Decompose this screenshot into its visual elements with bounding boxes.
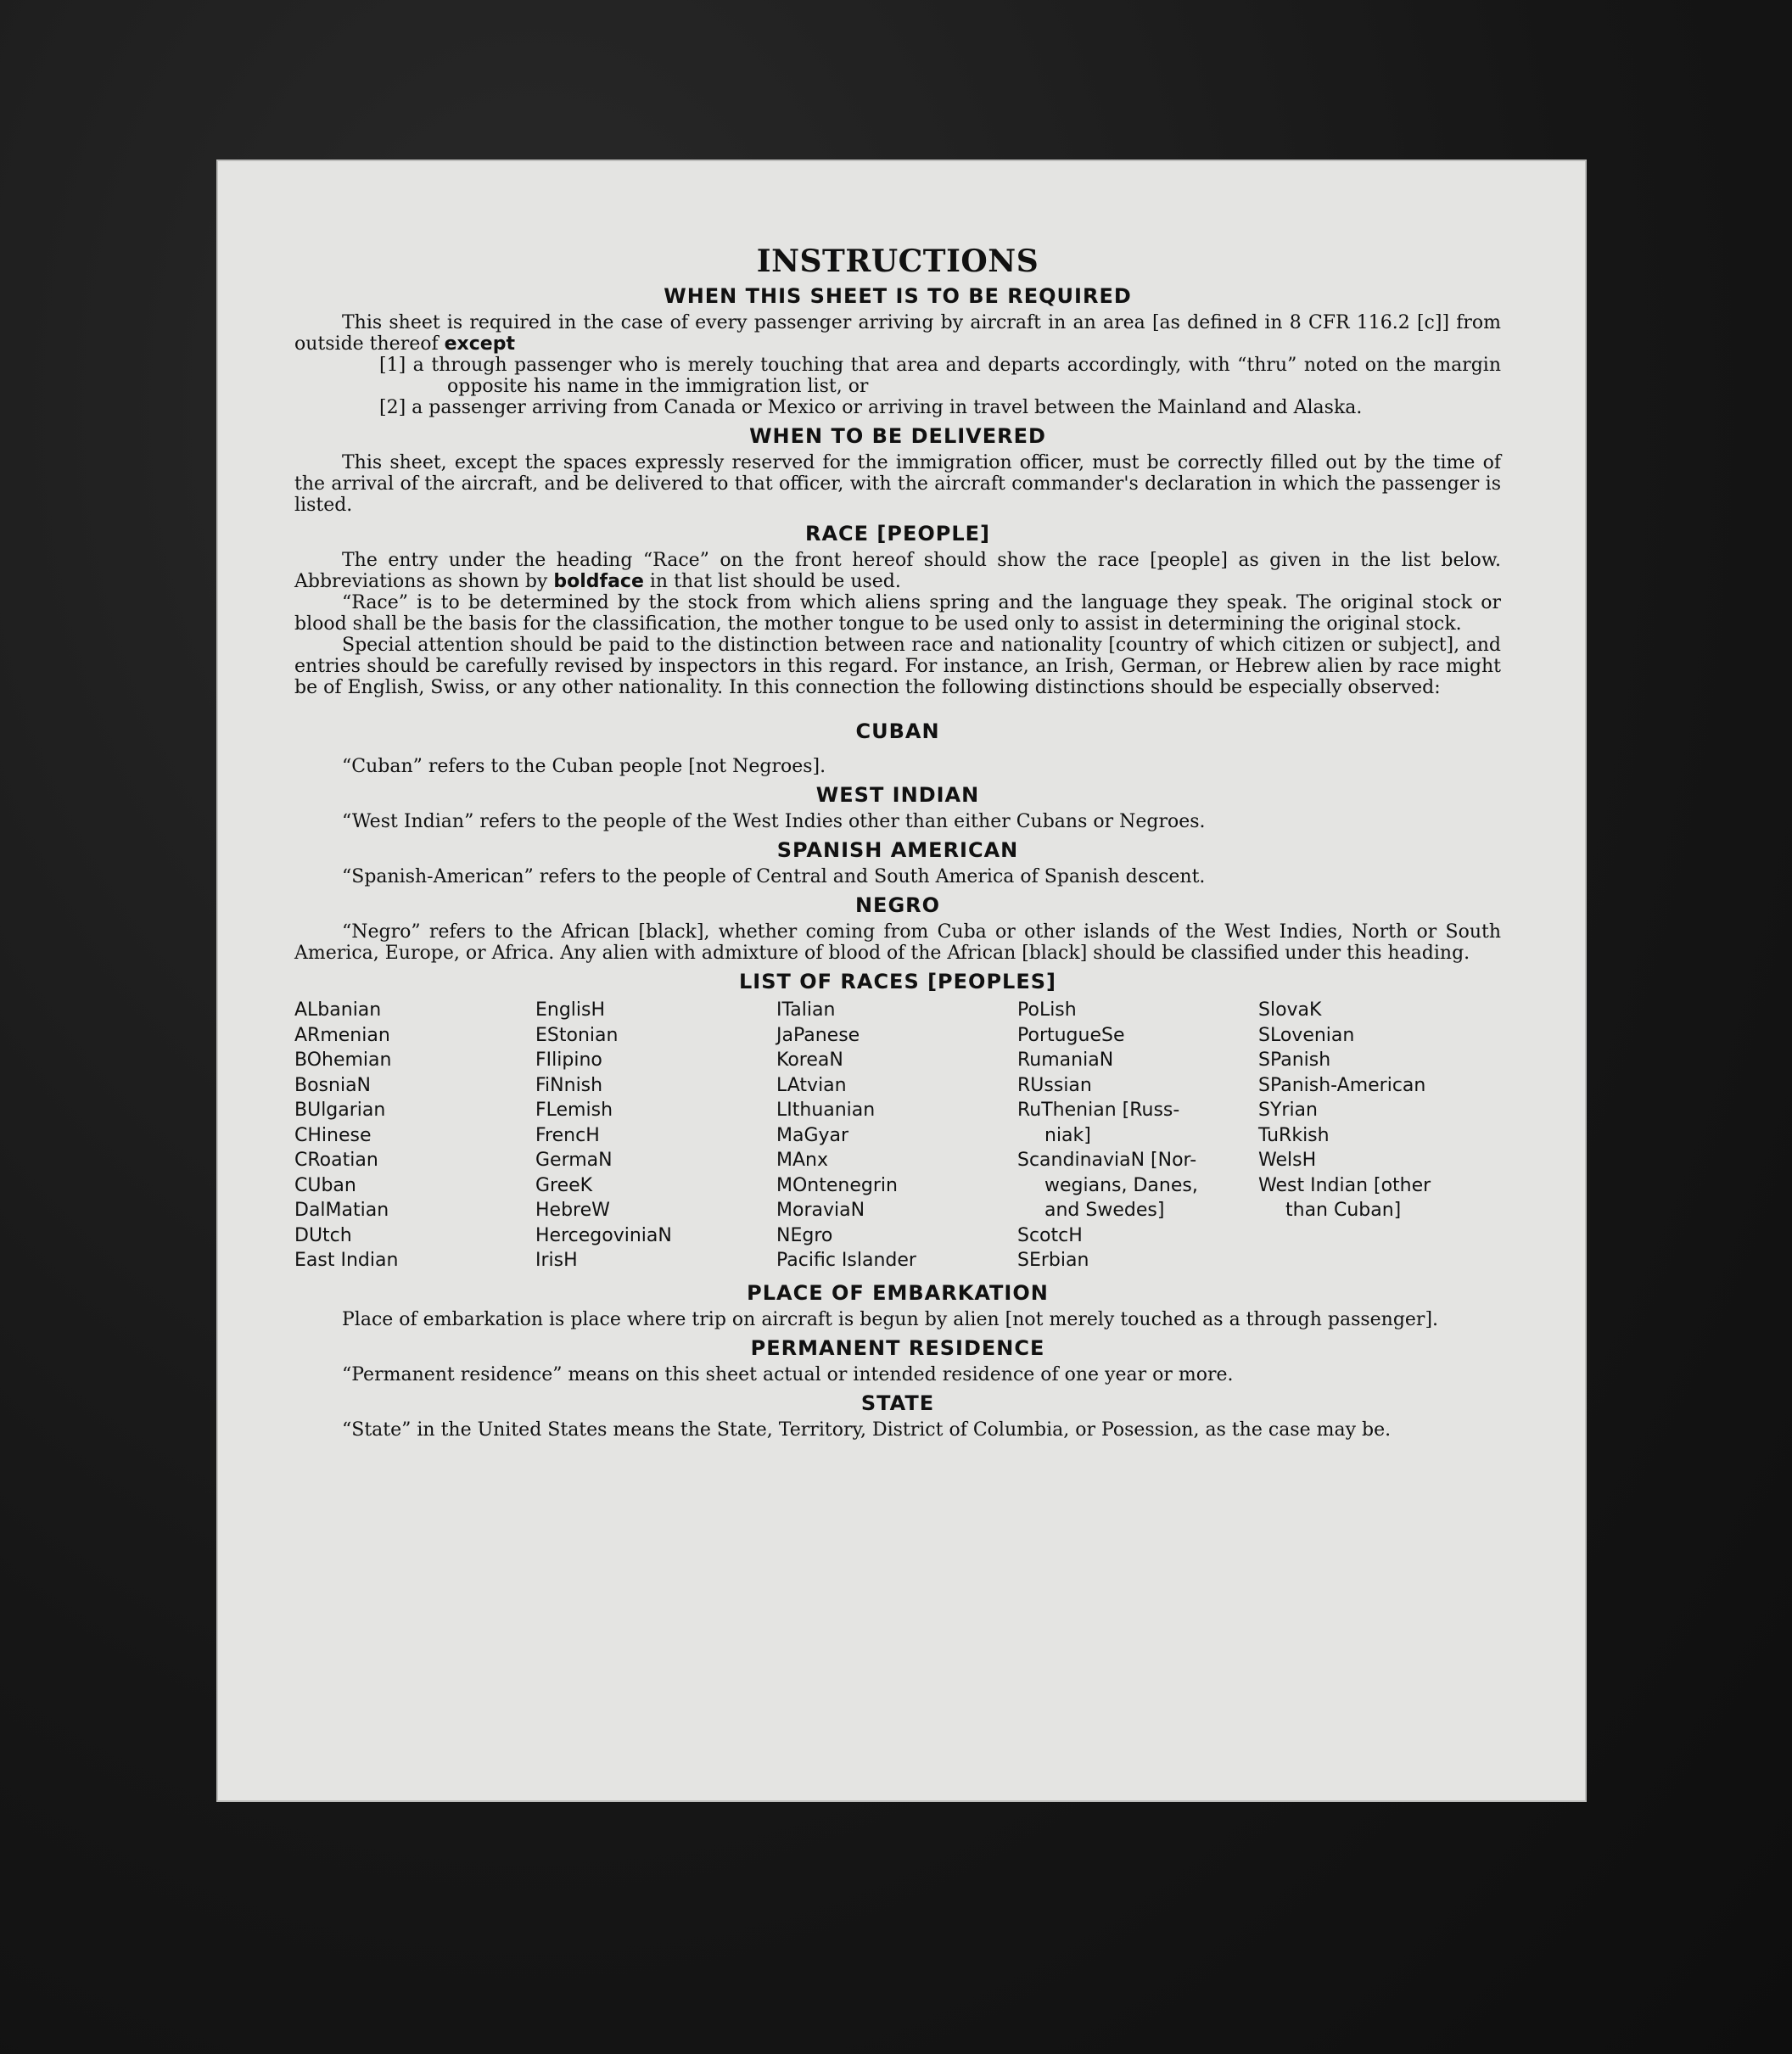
race-entry: CUban (294, 1174, 356, 1196)
race-entry: ScotcH (1017, 1224, 1083, 1246)
race-entry: MAnx (776, 1150, 828, 1171)
race-entry: ALbanian (294, 999, 382, 1021)
race-entry: GreeK (535, 1174, 593, 1196)
race-entry: DalMatian (294, 1200, 389, 1221)
race-entry: SPanish-American (1258, 1074, 1426, 1096)
race-entry: FIlipino (535, 1049, 602, 1071)
race-entry: HercegoviniaN (535, 1224, 672, 1246)
spanish-american-paragraph: “Spanish-American” refers to the people of Central and South America of Spanish descent. (342, 866, 1206, 887)
race-entry: CHinese (294, 1124, 372, 1146)
required-item-2: [2] a passenger arriving from Canada or Mexico or arriving in travel between the Mainland and Alaska. (379, 397, 1363, 418)
heading-when-delivered: WHEN TO BE DELIVERED (749, 424, 1046, 448)
heading-spanish-american: SPANISH AMERICAN (776, 838, 1019, 862)
negro-paragraph: “Negro” refers to the African [black], whether coming from Cuba or other islands of the West Indies, North or South America, Europe, or Africa. Any alien with admixture of blood of the African [black] should be classified under this heading. (294, 921, 1501, 964)
race-entry: SLovenian (1258, 1024, 1355, 1046)
race-entry: GermaN (535, 1150, 613, 1171)
race-entry: CRoatian (294, 1150, 378, 1171)
heading-list-of-races: LIST OF RACES [PEOPLES] (739, 970, 1056, 993)
race-entry: PortugueSe (1017, 1024, 1125, 1046)
race-entry: FrencH (535, 1124, 600, 1146)
race-entry: RuThenian [Russ- (1017, 1100, 1180, 1121)
heading-place-of-embarkation: PLACE OF EMBARKATION (747, 1280, 1049, 1305)
races-list (294, 998, 1501, 1273)
race-entry: PoLish (1017, 999, 1077, 1021)
race-entry: BUlgarian (294, 1100, 386, 1121)
races-column-5 (1258, 998, 1499, 1273)
heading-state: STATE (860, 1391, 935, 1415)
race-entry: IrisH (535, 1250, 578, 1271)
embarkation-paragraph: Place of embarkation is place where trip on aircraft is begun by alien [not merely touched as a through passenger]. (342, 1308, 1439, 1330)
race-entry: DUtch (294, 1224, 352, 1246)
document-page (216, 160, 1587, 1802)
race-entry: KoreaN (776, 1049, 843, 1071)
race-entry-continuation: than Cuban] (1285, 1200, 1402, 1221)
race-entry: SPanish (1258, 1049, 1331, 1071)
race-entry: BOhemian (294, 1049, 392, 1071)
required-item-1: [1] a through passenger who is merely touching that area and departs accordingly, with “thru” noted on the margin opposite his name in the immigration list, or (379, 355, 1501, 397)
race-entry-continuation: niak] (1044, 1124, 1091, 1146)
race-entry: EnglisH (535, 999, 606, 1021)
race-p1-text-a: The entry under the heading “Race” on the front hereof should show the race [people] as given in the list below. Abbreviations as shown by (294, 550, 1501, 592)
race-p1-text-b: in that list should be used. (643, 571, 901, 592)
race-entry: ScandinaviaN [Nor- (1017, 1150, 1197, 1171)
race-paragraph-2: “Race” is to be determined by the stock from which aliens spring and the language they speak. The original stock or blood shall be the basis for the classification, the mother tongue to be used only to assist in determining the original stock. (294, 592, 1501, 635)
race-entry-continuation: and Swedes] (1044, 1200, 1165, 1221)
cuban-paragraph: “Cuban” refers to the Cuban people [not Negroes]. (342, 756, 826, 777)
race-entry: ITalian (776, 999, 836, 1021)
race-entry: SYrian (1258, 1100, 1318, 1121)
race-entry: NEgro (776, 1224, 833, 1246)
races-column-1 (294, 998, 535, 1273)
race-entry: West Indian [other (1258, 1174, 1431, 1196)
delivered-paragraph: This sheet, except the spaces expressly reserved for the immigration officer, must be correctly filled out by the time of the arrival of the aircraft, and be delivered to that officer, with the aircraft commander's declaration in which the passenger is listed. (294, 452, 1501, 516)
race-entry: RumaniaN (1017, 1049, 1114, 1071)
heading-permanent-residence: PERMANENT RESIDENCE (750, 1335, 1045, 1360)
race-entry: TuRkish (1258, 1124, 1330, 1146)
race-entry: RUssian (1017, 1074, 1092, 1096)
race-entry: East Indian (294, 1250, 399, 1271)
race-entry-continuation: wegians, Danes, (1044, 1174, 1198, 1196)
race-paragraph-1 (294, 550, 1501, 592)
race-entry: MOntenegrin (776, 1174, 898, 1196)
required-paragraph (294, 312, 1501, 355)
race-entry: LAtvian (776, 1074, 847, 1096)
race-entry: LIthuanian (776, 1100, 876, 1121)
except-word: except (444, 333, 515, 355)
races-column-3 (776, 998, 1017, 1273)
state-paragraph: “State” in the United States means the State, Territory, District of Columbia, or Posession, as the case may be. (342, 1419, 1392, 1441)
race-entry: ARmenian (294, 1024, 390, 1046)
required-text: This sheet is required in the case of every passenger arriving by aircraft in an area [as defined in 8 CFR 116.2 [c]] from outside thereof (294, 312, 1501, 355)
race-entry: JaPanese (776, 1024, 860, 1046)
race-entry: WelsH (1258, 1150, 1317, 1171)
races-column-4 (1017, 998, 1258, 1273)
heading-race: RACE [PEOPLE] (804, 522, 991, 546)
heading-cuban: CUBAN (855, 719, 940, 743)
race-entry: HebreW (535, 1200, 610, 1221)
race-entry: BosniaN (294, 1074, 372, 1096)
race-entry: MaGyar (776, 1124, 849, 1146)
race-entry: SErbian (1017, 1250, 1089, 1271)
race-entry: FLemish (535, 1100, 613, 1121)
race-entry: SlovaK (1258, 999, 1322, 1021)
race-paragraph-3: Special attention should be paid to the distinction between race and nationality [country of which citizen or subject], and entries should be carefully revised by inspectors in this regard. For instance, an Irish, German, or Hebrew alien by race might be of English, Swiss, or any other nationality. In this connection the following distinctions should be especially observed: (294, 635, 1501, 698)
heading-when-required: WHEN THIS SHEET IS TO BE REQUIRED (664, 284, 1132, 308)
boldface-word: boldface (553, 571, 644, 592)
race-entry: MoraviaN (776, 1200, 865, 1221)
race-entry: EStonian (535, 1024, 619, 1046)
heading-west-indian: WEST INDIAN (815, 783, 980, 807)
page-title: INSTRUCTIONS (756, 243, 1039, 279)
document-content (294, 244, 1501, 1441)
west-indian-paragraph: “West Indian” refers to the people of the West Indies other than either Cubans or Negroes. (342, 811, 1206, 832)
race-entry: Pacific Islander (776, 1250, 916, 1271)
race-entry: FiNnish (535, 1074, 603, 1096)
races-column-2 (535, 998, 776, 1273)
residence-paragraph: “Permanent residence” means on this sheet actual or intended residence of one year or more. (342, 1363, 1234, 1385)
heading-negro: NEGRO (854, 893, 941, 917)
